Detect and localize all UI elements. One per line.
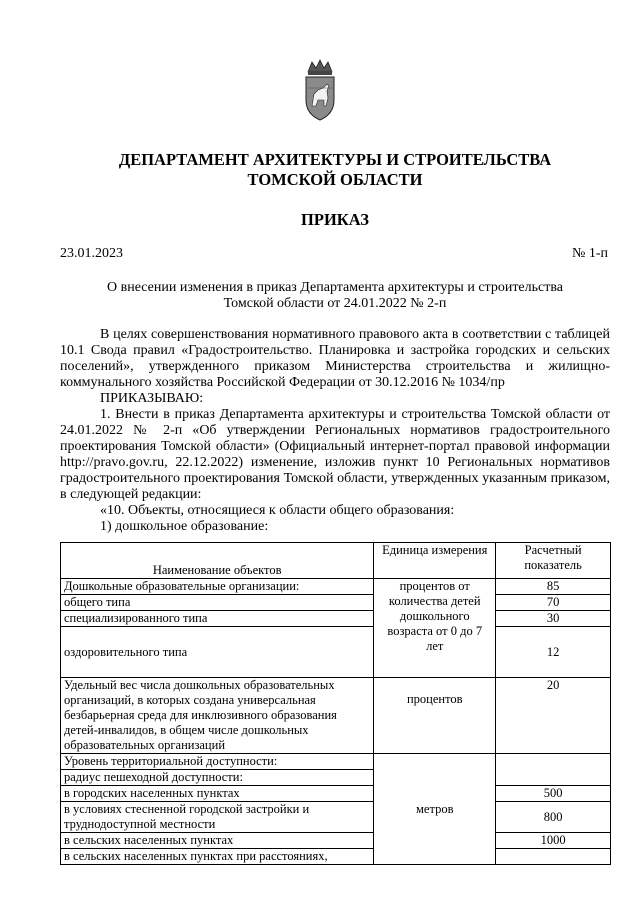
cell-name: в городских населенных пунктах <box>61 786 374 802</box>
table-row <box>61 611 611 627</box>
subject-line-2: Томской области от 24.01.2022 № 2-п <box>223 296 447 311</box>
table-row <box>61 678 611 754</box>
document-type: ПРИКАЗ <box>301 210 369 229</box>
cell-value: 30 <box>496 611 611 627</box>
cell-value: 20 <box>496 678 611 754</box>
cell-name: Дошкольные образовательные организации: <box>61 579 374 595</box>
cell-name: в условиях стесненной городской застройки и труднодоступной местности <box>61 802 374 833</box>
cell-value: 70 <box>496 595 611 611</box>
subsection-heading: 1) дошкольное образование: <box>100 519 269 534</box>
document-number: № 1-п <box>571 246 608 261</box>
norms-table <box>60 542 611 865</box>
cell-unit-group-2: метров <box>374 754 496 865</box>
order-clause-1: 1. Внести в приказ Департамента архитектуры и строительства Томской области от 24.01.2022 № 2-п «Об утверждении Региональных нормативов градостроительного проектирования Томской области» (Официальный интернет-портал правовой информации http://pravo.gov.ru, 22.12.2022) изменение, изложив пункт 10 Региональных нормативов градостроительного проектирования Томской области, утвержденных указанным приказом, в следующей редакции: <box>60 407 610 502</box>
cell-value: 12 <box>496 627 611 678</box>
cell-value: 1000 <box>496 833 611 849</box>
cell-name: в сельских населенных пунктах при расстояниях, <box>61 849 374 865</box>
header-value: Расчетный показатель <box>496 543 611 579</box>
table-row <box>61 802 611 833</box>
document-body <box>60 327 610 535</box>
table-header-row <box>61 543 611 579</box>
cell-unit: процентов <box>374 678 496 754</box>
org-line-1: ДЕПАРТАМЕНТ АРХИТЕКТУРЫ И СТРОИТЕЛЬСТВА <box>118 150 552 169</box>
coat-of-arms-icon <box>300 58 340 128</box>
table-row <box>61 833 611 849</box>
table-row <box>61 754 611 770</box>
table-row <box>61 786 611 802</box>
cell-name: Уровень территориальной доступности: <box>61 754 374 770</box>
section-10-heading: «10. Объекты, относящиеся к области общего образования: <box>100 503 455 518</box>
table-row <box>61 595 611 611</box>
cell-name: Удельный вес числа дошкольных образовательных организаций, в которых создана универсальная безбарьерная среда для инклюзивного образования детей-инвалидов, в общем числе дошкольных образовательных организаций <box>61 678 374 754</box>
document-date: 23.01.2023 <box>60 246 123 261</box>
cell-value: 85 <box>496 579 611 595</box>
cell-value <box>496 754 611 786</box>
table-row <box>61 579 611 595</box>
header-unit: Единица измерения <box>374 543 496 579</box>
table-row <box>61 627 611 678</box>
table-row <box>61 849 611 865</box>
document-subject <box>60 280 610 312</box>
subject-line-1: О внесении изменения в приказ Департамента архитектуры и строительства <box>107 280 563 295</box>
cell-value <box>496 849 611 865</box>
cell-value: 800 <box>496 802 611 833</box>
preamble-paragraph: В целях совершенствования нормативного правового акта в соответствии с таблицей 10.1 Свода правил «Градостроительство. Планировка и застройка городских и сельских поселений», утвержденного приказом Министерства строительства и жилищно-коммунального хозяйства Российской Федерации от 30.12.2016 № 1034/пр <box>60 327 610 390</box>
org-line-2: ТОМСКОЙ ОБЛАСТИ <box>247 170 423 189</box>
cell-name: общего типа <box>61 595 374 611</box>
cell-name: радиус пешеходной доступности: <box>61 770 374 786</box>
cell-value: 500 <box>496 786 611 802</box>
organization-title <box>60 150 610 190</box>
cell-name: специализированного типа <box>61 611 374 627</box>
order-keyword: ПРИКАЗЫВАЮ: <box>100 391 204 406</box>
header-name: Наименование объектов <box>61 543 374 579</box>
cell-unit-group-1: процентов от количества детей дошкольного возраста от 0 до 7 лет <box>374 579 496 678</box>
cell-name: в сельских населенных пунктах <box>61 833 374 849</box>
cell-name: оздоровительного типа <box>61 627 374 678</box>
